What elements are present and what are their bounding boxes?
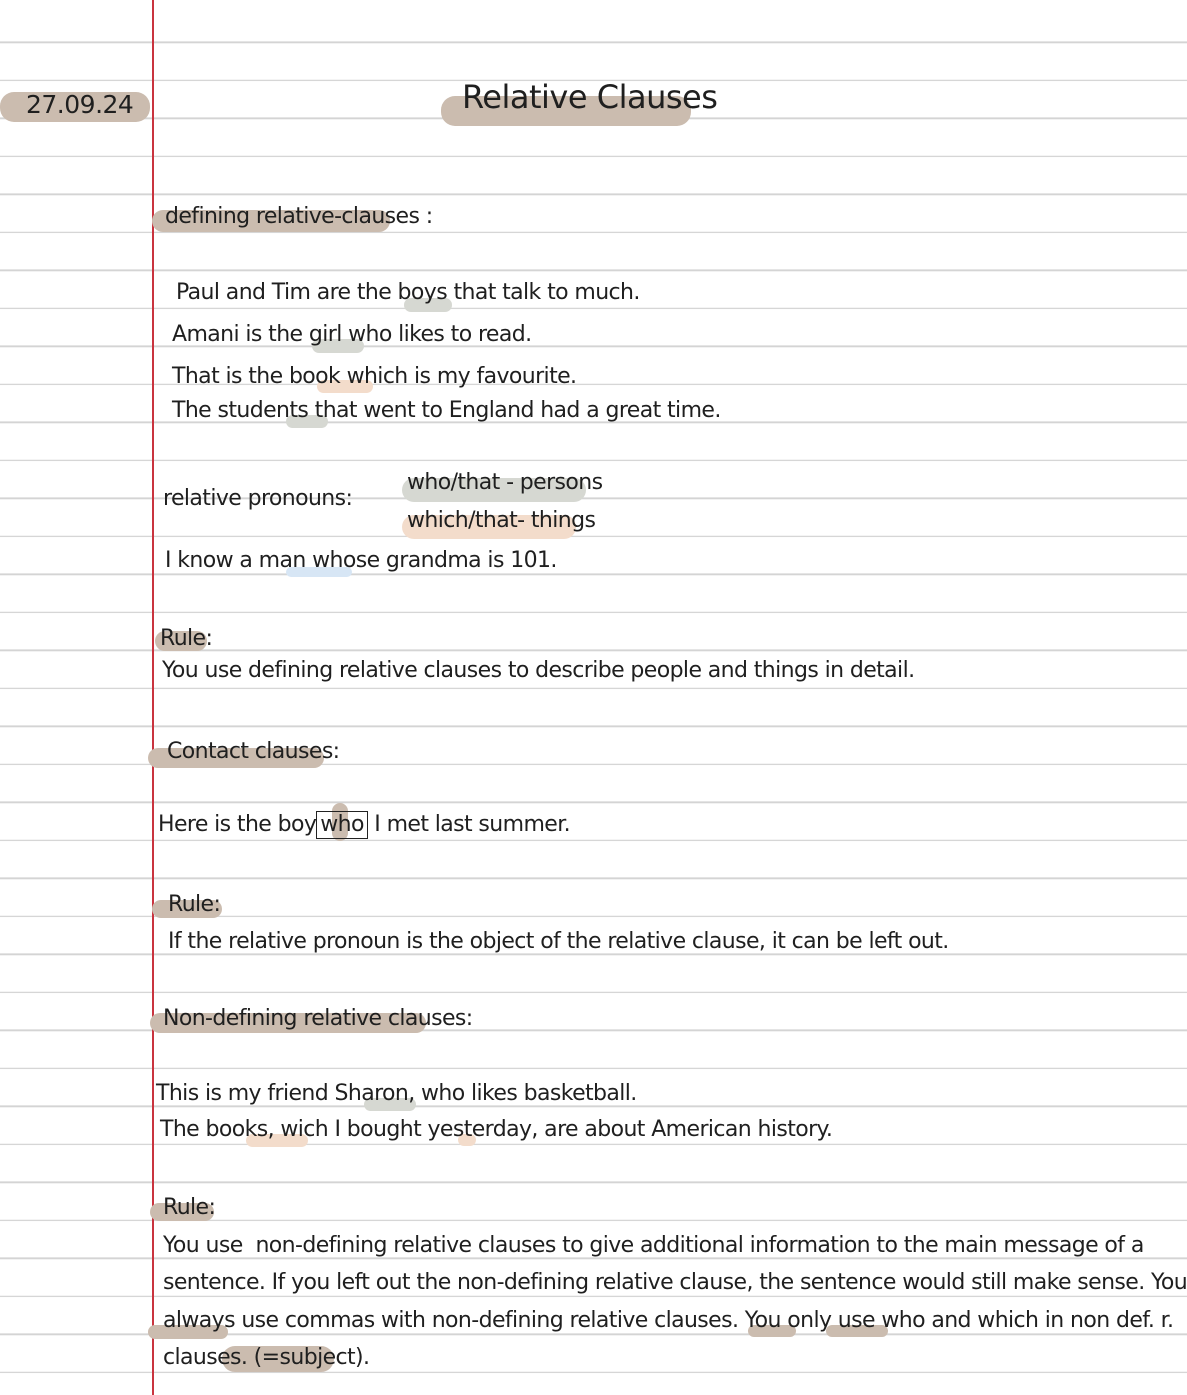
margin-line [152, 0, 154, 1395]
pronoun-persons: who/that - persons [407, 470, 603, 495]
rule-text-line: always use commas with non-defining relative clauses. You only use who and which in non def. r. [163, 1308, 1174, 1333]
example-line: That is the book which is my favourite. [172, 364, 577, 389]
rule-heading: Rule: [168, 892, 221, 917]
rule-text-line: clauses. (=subject). [163, 1345, 370, 1370]
rule-text-line: sentence. If you left out the non-defining relative clause, the sentence would still make sense. You [163, 1270, 1187, 1295]
pronouns-label: relative pronouns: [163, 486, 353, 511]
rule-text-line: You use non-defining relative clauses to give additional information to the main message of a [163, 1233, 1144, 1258]
rule-heading: Rule: [163, 1195, 216, 1220]
section-heading-nondefining: Non-defining relative clauses: [163, 1006, 473, 1031]
example-line: The books, wich I bought yesterday, are about American history. [160, 1117, 833, 1142]
rule-text: If the relative pronoun is the object of the relative clause, it can be left out. [168, 929, 949, 954]
section-heading-defining: defining relative-clauses : [165, 204, 433, 229]
page-title: Relative Clauses [462, 78, 718, 116]
pronoun-things: which/that- things [407, 508, 596, 533]
date: 27.09.24 [26, 90, 134, 119]
example-line: The students that went to England had a great time. [172, 398, 721, 423]
rule-heading: Rule: [160, 626, 213, 651]
contact-example [158, 810, 570, 840]
example-line: Paul and Tim are the boys that talk to much. [176, 280, 640, 305]
contact-example-boxed: who [316, 811, 368, 839]
section-heading-contact: Contact clauses: [167, 739, 340, 764]
example-line: This is my friend Sharon, who likes basketball. [156, 1081, 637, 1106]
example-whose: I know a man whose grandma is 101. [165, 548, 557, 573]
contact-example-after: I met last summer. [367, 812, 571, 837]
example-line: Amani is the girl who likes to read. [172, 322, 532, 347]
rule-text: You use defining relative clauses to describe people and things in detail. [162, 658, 915, 683]
contact-example-before: Here is the boy [158, 812, 317, 837]
